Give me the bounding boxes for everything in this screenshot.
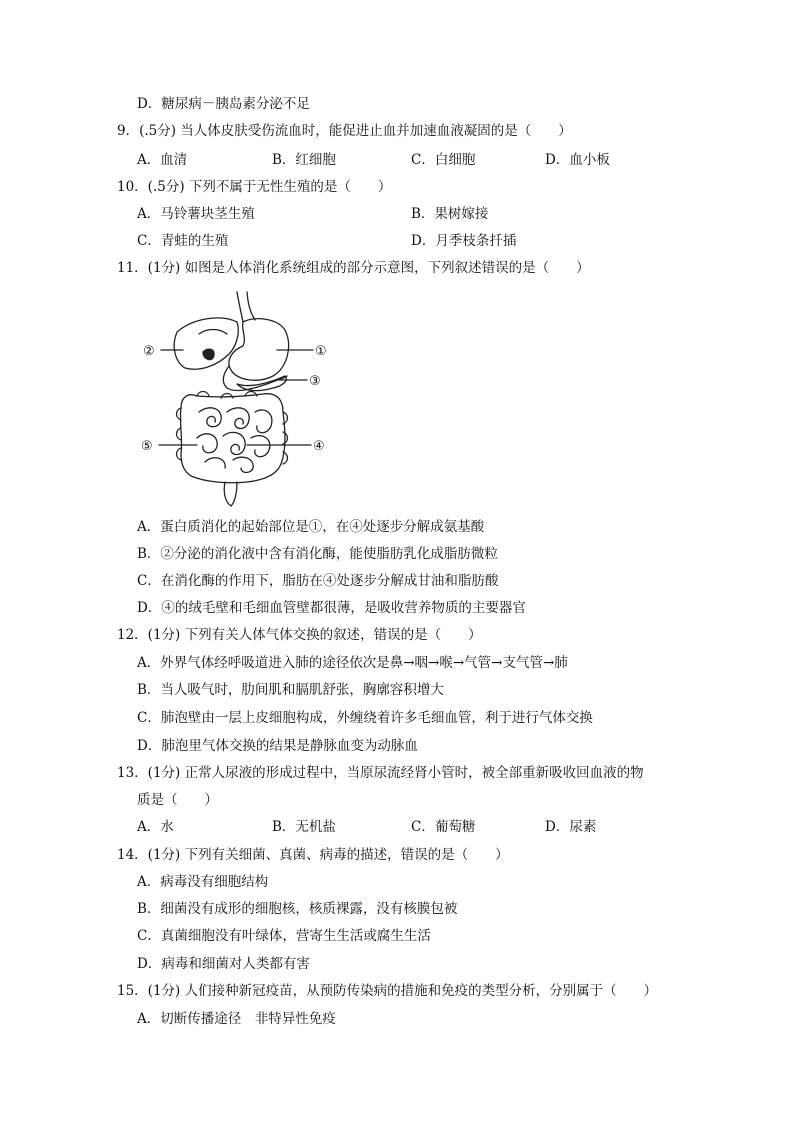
- label-5: ⑤: [141, 439, 153, 454]
- rectum: [224, 482, 237, 506]
- label-3: ③: [309, 374, 321, 389]
- large-intestine: [180, 394, 285, 483]
- label-2: ②: [143, 344, 155, 359]
- q11-option-a: A．蛋白质消化的起始部位是①，在④处逐步分解成氨基酸: [137, 519, 485, 535]
- digestive-system-diagram: [137, 288, 337, 510]
- q9-option-d: D．血小板: [545, 152, 610, 168]
- q14-option-d: D．病毒和细菌对人类都有害: [137, 956, 310, 972]
- q9-option-b: B．红细胞: [272, 152, 336, 168]
- q14-option-a: A．病毒没有细胞结构: [137, 874, 269, 890]
- gallbladder: [203, 349, 214, 359]
- q11-option-d: D．④的绒毛壁和毛细血管壁都很薄，是吸收营养物质的主要器官: [137, 600, 526, 616]
- q10-option-b: B．果树嫁接: [411, 206, 489, 222]
- q15-option-a: A．切断传播途径 非特异性免疫: [137, 1011, 336, 1027]
- q15-stem: 15．(1分) 人们接种新冠疫苗，从预防传染病的措施和免疫的类型分析，分别属于（ ）: [117, 983, 658, 999]
- q9-option-c: C．白细胞: [411, 152, 476, 168]
- q11-stem: 11．(1分) 如图是人体消化系统组成的部分示意图，下列叙述错误的是（ ）: [117, 260, 590, 276]
- q8-option-d: D．糖尿病－胰岛素分泌不足: [137, 96, 310, 112]
- q10-stem: 10．(.5分) 下列不属于无性生殖的是（ ）: [117, 179, 392, 195]
- q11-option-c: C．在消化酶的作用下，脂肪在④处逐步分解成甘油和脂肪酸: [137, 573, 499, 589]
- q13-option-a: A．水: [137, 819, 174, 835]
- q12-option-c: C．肺泡壁由一层上皮细胞构成，外缠绕着许多毛细血管，利于进行气体交换: [137, 710, 593, 726]
- q11-option-b: B．②分泌的消化液中含有消化酶，能使脂肪乳化成脂肪微粒: [137, 546, 498, 562]
- q14-option-c: C．真菌细胞没有叶绿体，营寄生生活或腐生生活: [137, 928, 431, 944]
- small-intestine: [197, 408, 272, 473]
- q12-stem: 12．(1分) 下列有关人体气体交换的叙述，错误的是（ ）: [117, 627, 482, 643]
- q13-stem-cont: 质是（ ）: [137, 792, 218, 808]
- q9-stem: 9．(.5分) 当人体皮肤受伤流血时，能促进止血并加速血液凝固的是（ ）: [117, 123, 572, 139]
- label-4: ④: [313, 439, 325, 454]
- q10-option-d: D．月季枝条扦插: [411, 233, 517, 249]
- esophagus: [237, 292, 255, 322]
- q10-option-c: C．青蛙的生殖: [137, 233, 229, 249]
- q14-stem: 14．(1分) 下列有关细菌、真菌、病毒的描述，错误的是（ ）: [117, 847, 509, 863]
- q12-option-a: A．外界气体经呼吸道进入肺的途径依次是鼻→咽→喉→气管→支气管→肺: [137, 655, 568, 671]
- q12-option-b: B．当人吸气时，肋间肌和膈肌舒张，胸廓容积增大: [137, 682, 444, 698]
- q13-option-d: D．尿素: [545, 819, 597, 835]
- q10-option-a: A．马铃薯块茎生殖: [137, 206, 255, 222]
- q13-option-c: C．葡萄糖: [411, 819, 476, 835]
- q12-option-d: D．肺泡里气体交换的结果是静脉血变为动脉血: [137, 738, 418, 754]
- q13-option-b: B．无机盐: [272, 819, 336, 835]
- q13-stem: 13．(1分) 正常人尿液的形成过程中，当原尿流经肾小管时，被全部重新吸收回血液的物: [117, 765, 644, 781]
- label-1: ①: [315, 344, 327, 359]
- q9-option-a: A．血清: [137, 152, 188, 168]
- q14-option-b: B．细菌没有成形的细胞核，核质裸露，没有核膜包被: [137, 901, 458, 917]
- pancreas: [237, 376, 286, 391]
